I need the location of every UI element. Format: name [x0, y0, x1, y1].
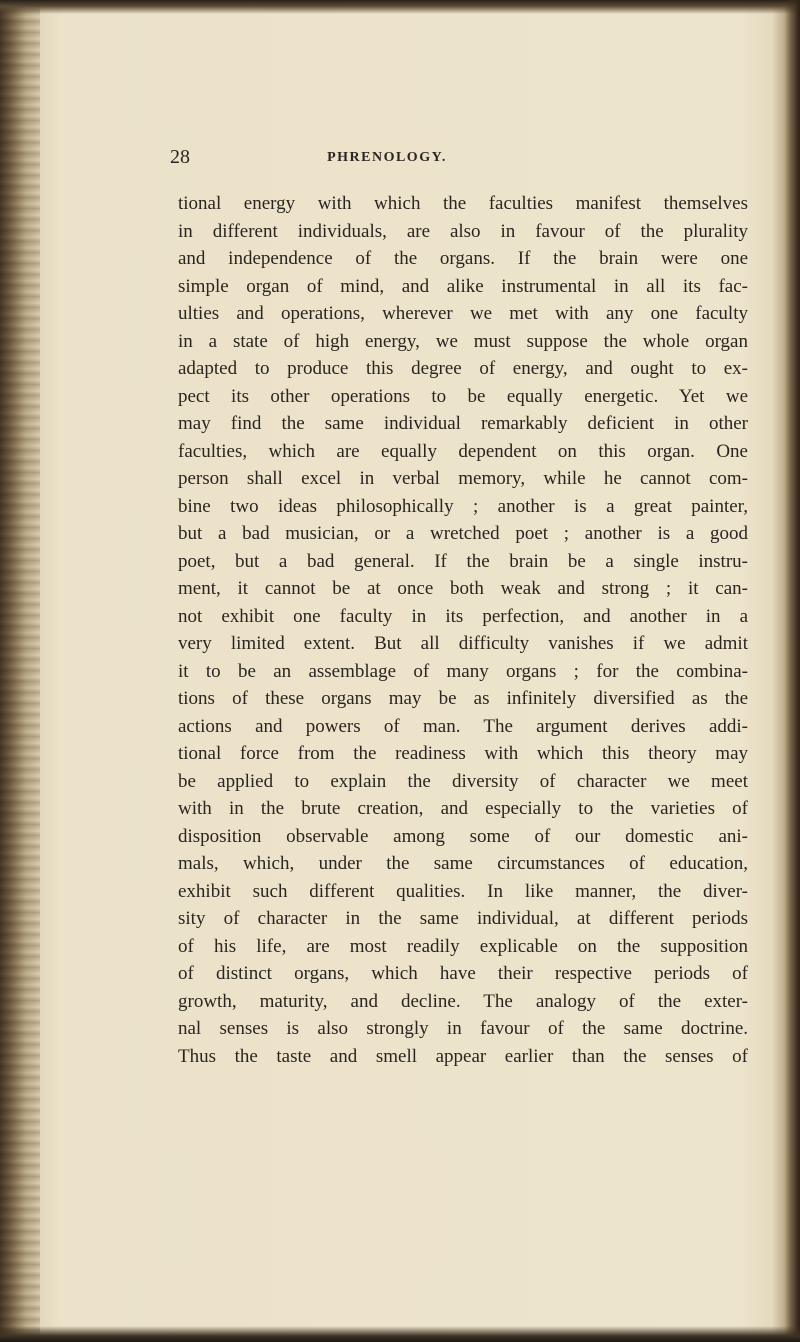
text-line: of distinct organs, which have their respective periods of [178, 963, 748, 984]
text-line: not exhibit one faculty in its perfection, and another in a [178, 605, 748, 627]
page-number: 28 [170, 146, 190, 168]
text-line: be applied to explain the diversity of character we meet [178, 770, 748, 792]
text-line: Thus the taste and smell appear earlier than the senses of [178, 1045, 748, 1067]
text-line: growth, maturity, and decline. The analogy of the exter- [178, 990, 748, 1012]
body-text [178, 190, 748, 1070]
text-line: tional energy with which the faculties manifest themselves [178, 193, 748, 214]
text-line: may find the same individual remarkably deficient in other [178, 413, 748, 434]
text-line: in different individuals, are also in favour of the plurality [178, 220, 748, 242]
text-line: ulties and operations, wherever we met with any one faculty [178, 303, 748, 324]
running-head: PHRENOLOGY. [327, 150, 447, 165]
book-binding-edge [0, 0, 40, 1342]
text-line: pect its other operations to be equally energetic. Yet we [178, 385, 748, 407]
text-line: tional force from the readiness with which this theory may [178, 743, 748, 764]
text-line: simple organ of mind, and alike instrumental in all its fac- [178, 275, 748, 297]
text-line: tions of these organs may be as infinitely diversified as the [178, 688, 748, 709]
text-line: very limited extent. But all difficulty vanishes if we admit [178, 633, 748, 654]
bottom-page-edge [0, 1326, 800, 1342]
page-header [170, 146, 630, 180]
text-line: it to be an assemblage of many organs ; for the combina- [178, 660, 748, 682]
text-line: adapted to produce this degree of energy, and ought to ex- [178, 358, 748, 379]
text-line: exhibit such different qualities. In like manner, the diver- [178, 880, 748, 902]
text-line: ment, it cannot be at once both weak and strong ; it can- [178, 578, 748, 599]
right-page-edge [784, 0, 800, 1342]
text-line: in a state of high energy, we must suppose the whole organ [178, 330, 748, 352]
text-line: but a bad musician, or a wretched poet ; another is a good [178, 523, 748, 544]
text-line: mals, which, under the same circumstances of education, [178, 853, 748, 874]
top-page-shadow [0, 0, 800, 14]
text-line: of his life, are most readily explicable on the supposition [178, 935, 748, 957]
text-line: sity of character in the same individual, at different periods [178, 908, 748, 929]
text-line: faculties, which are equally dependent on this organ. One [178, 440, 748, 462]
text-line: disposition observable among some of our domestic ani- [178, 825, 748, 847]
text-line: and independence of the organs. If the brain were one [178, 248, 748, 269]
text-line: bine two ideas philosophically ; another is a great painter, [178, 495, 748, 517]
text-line: poet, but a bad general. If the brain be a single instru- [178, 550, 748, 572]
text-line: actions and powers of man. The argument derives addi- [178, 715, 748, 737]
text-line: person shall excel in verbal memory, while he cannot com- [178, 468, 748, 489]
text-line: with in the brute creation, and especially to the varieties of [178, 798, 748, 819]
text-line: nal senses is also strongly in favour of the same doctrine. [178, 1018, 748, 1039]
